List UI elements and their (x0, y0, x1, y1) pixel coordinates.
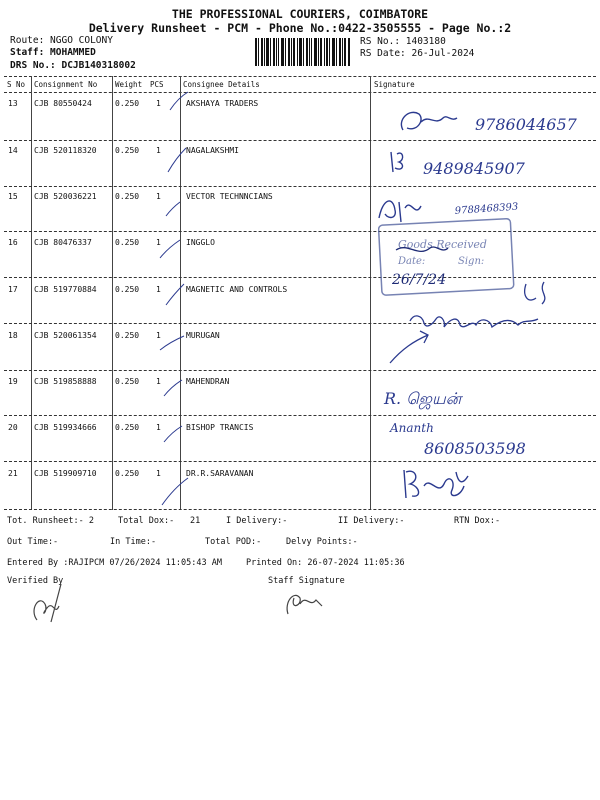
row-consignment-no: CJB 519770884 (34, 285, 97, 294)
row-consignee: INGGLO (186, 238, 215, 247)
row-consignment-no: CJB 519934666 (34, 423, 97, 432)
verified-by-signature (25, 580, 75, 625)
staff-label: Staff: MOHAMMED (10, 47, 96, 58)
row-pcs: 1 (156, 99, 161, 108)
row-consignee: BISHOP TRANCIS (186, 423, 254, 432)
goods-received-stamp (378, 214, 518, 296)
table-bottom-rule (4, 509, 596, 510)
row-pcs: 1 (156, 146, 161, 155)
barcode (255, 38, 350, 66)
row-weight: 0.250 (115, 238, 140, 247)
drs-label: DRS No.: DCJB140318002 (10, 60, 136, 71)
table-header-rule (4, 92, 596, 93)
entered-by: Entered By :RAJIPCM 07/26/2024 11:05:43 AM (7, 558, 222, 568)
table-top-rule (4, 76, 596, 77)
row-consignee: MAGNETIC AND CONTROLS (186, 285, 288, 294)
total-pod-label: Total POD:- (205, 537, 262, 547)
signature-row-17 (520, 278, 570, 308)
row-consignment-no: CJB 80476337 (34, 238, 92, 247)
column-header-pcs: PCS (150, 80, 164, 89)
column-header-signature: Signature (374, 80, 415, 89)
signature-row-14 (385, 142, 585, 182)
row-pcs: 1 (156, 423, 161, 432)
row-weight: 0.250 (115, 99, 140, 108)
company-title: THE PROFESSIONAL COURIERS, COIMBATORE (171, 7, 429, 21)
verified-by-label: Verified By (7, 576, 64, 586)
column-divider (370, 76, 371, 510)
row-consignee: VECTOR TECHNNCIANS (186, 192, 273, 201)
row-consignment-no: CJB 520036221 (34, 192, 97, 201)
row-weight: 0.250 (115, 285, 140, 294)
row-sno: 14 (8, 146, 18, 155)
delivery-points-label: Delvy Points:- (286, 537, 358, 547)
row-consignee: MAHENDRAN (186, 377, 230, 386)
rs-number: RS No.: 1403180 (360, 36, 446, 47)
row-divider (4, 415, 596, 416)
row-consignee: AKSHAYA TRADERS (186, 99, 259, 108)
signature-row-13 (395, 100, 595, 140)
row-pcs: 1 (156, 331, 161, 340)
row-sno: 15 (8, 192, 18, 201)
row-divider (4, 186, 596, 187)
staff-signature-mark (280, 584, 330, 620)
phone-handwritten: 8608503598 (424, 439, 526, 458)
row-sno: 13 (8, 99, 18, 108)
stamp-date-label: Date: (398, 256, 426, 267)
row-sno: 17 (8, 285, 18, 294)
row-pcs: 1 (156, 469, 161, 478)
ii-delivery-label: II Delivery:- (338, 516, 405, 526)
row-consignment-no: CJB 519909710 (34, 469, 97, 478)
row-weight: 0.250 (115, 146, 140, 155)
row-divider (4, 370, 596, 371)
stamp-title: Goods Received (398, 238, 487, 251)
route-label: Route: NGGO COLONY (10, 35, 113, 46)
row-divider (4, 461, 596, 462)
row-weight: 0.250 (115, 192, 140, 201)
i-delivery-label: I Delivery:- (226, 516, 288, 526)
row-consignment-no: CJB 80550424 (34, 99, 92, 108)
delivery-tick-marks (140, 90, 200, 510)
row-consignee: MURUGAN (186, 331, 220, 340)
row-pcs: 1 (156, 192, 161, 201)
row-consignee: NAGALAKSHMI (186, 146, 239, 155)
phone-handwritten: 9786044657 (475, 115, 577, 134)
row-weight: 0.250 (115, 469, 140, 478)
row-sno: 16 (8, 238, 18, 247)
column-divider (31, 76, 32, 510)
stamp-handwritten-date: 26/7/24 (392, 272, 446, 288)
signature-row-20 (388, 418, 548, 460)
total-dox-value: 21 (190, 516, 201, 526)
row-pcs: 1 (156, 285, 161, 294)
total-dox-label: Total Dox:- (118, 516, 175, 526)
rtn-dox-label: RTN Dox:- (454, 516, 501, 526)
handwritten-name: R. ஜெயன் (384, 389, 462, 408)
signature-row-18 (380, 305, 570, 370)
in-time-label: In Time:- (110, 537, 157, 547)
row-weight: 0.250 (115, 377, 140, 386)
row-consignment-no: CJB 520118320 (34, 146, 97, 155)
row-pcs: 1 (156, 238, 161, 247)
phone-handwritten: 9788468393 (454, 201, 519, 217)
phone-handwritten: 9489845907 (423, 159, 525, 178)
total-runsheet: Tot. Runsheet:- 2 (7, 516, 94, 526)
column-header-consignment: Consignment No (34, 80, 98, 89)
signature-row-19 (380, 380, 540, 412)
row-divider (4, 140, 596, 141)
column-header-consignee: Consignee Details (183, 80, 260, 89)
staff-signature-label: Staff Signature (268, 576, 345, 586)
rs-date: RS Date: 26-Jul-2024 (360, 48, 475, 59)
printed-on: Printed On: 26-07-2024 11:05:36 (246, 558, 405, 568)
row-sno: 20 (8, 423, 18, 432)
column-header-sno: S No (7, 80, 26, 89)
row-sno: 19 (8, 377, 18, 386)
row-consignment-no: CJB 519858888 (34, 377, 97, 386)
stamp-sign-label: Sign: (458, 256, 485, 267)
row-sno: 18 (8, 331, 18, 340)
out-time-label: Out Time:- (7, 537, 59, 547)
row-consignment-no: CJB 520061354 (34, 331, 97, 340)
column-header-weight: Weight (115, 80, 143, 89)
runsheet-title: Delivery Runsheet - PCM - Phone No.:0422-3505555 - Page No.:2 (88, 21, 512, 35)
row-weight: 0.250 (115, 423, 140, 432)
row-sno: 21 (8, 469, 18, 478)
row-weight: 0.250 (115, 331, 140, 340)
row-pcs: 1 (156, 377, 161, 386)
handwritten-name: Ananth (390, 421, 434, 435)
column-divider (112, 76, 113, 510)
row-consignee: DR.R.SARAVANAN (186, 469, 254, 478)
signature-row-21 (398, 462, 478, 504)
